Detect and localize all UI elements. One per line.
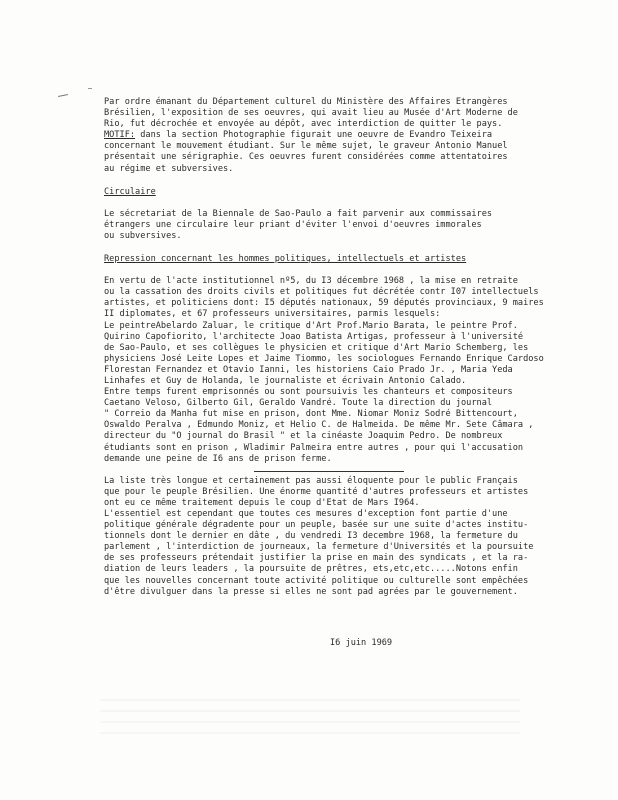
document-date: I6 juin 1969 bbox=[330, 637, 393, 648]
motif-text: dans la section Photographie figurait une oeuvre de Evandro Teixeira bbox=[135, 130, 493, 141]
repression-paragraph bbox=[104, 276, 564, 465]
motif-line bbox=[104, 130, 564, 141]
bleed-through-area bbox=[100, 690, 520, 740]
circulaire-paragraph bbox=[104, 209, 564, 242]
conclusion-paragraph bbox=[104, 476, 564, 598]
document-body bbox=[104, 97, 564, 649]
text-line: Linhafes et Guy de Holanda, le journaliste et écrivain Antonio Calado. bbox=[104, 375, 467, 386]
text-line: En vertu de l'acte institutionnel nº5, du I3 décembre 1968 , la mise en retraite bbox=[104, 276, 518, 287]
text-line: ou subversives. bbox=[104, 230, 182, 241]
text-line: Caetano Veloso, Gilberto Gil, Geraldo Vandré. Toute la direction du journal bbox=[104, 398, 493, 409]
margin-dot bbox=[88, 88, 92, 89]
text-line: d'être divulguer dans la presse si elles ne sont pad agrées par le gouvernement. bbox=[104, 586, 518, 597]
text-line: physiciens José Leite Lopes et Jaime Tiommo, les sociologues Fernando Enrique Cardoso bbox=[104, 353, 544, 364]
text-line: artistes, et politiciens dont: I5 députés nationaux, 59 députés provinciaux, 9 maires bbox=[104, 298, 544, 309]
text-line: au régime et subversives. bbox=[104, 163, 234, 174]
text-line: directeur du "O journal do Brasil " et la cinéaste Joaquim Pedro. De nombreux bbox=[104, 431, 503, 442]
text-line: tionnels dont le dernier en dâte , du vendredi I3 decembre 1968, la fermeture du bbox=[104, 531, 518, 542]
text-line: Le peintreAbelardo Zaluar, le critique d'Art Prof.Mario Barata, le peintre Prof. bbox=[104, 320, 518, 331]
text-line: ont eu ce même traitement depuis le coup d'Etat de Mars I964. bbox=[104, 497, 420, 508]
motif-label: MOTIF: bbox=[104, 130, 136, 141]
text-line: Rio, fut décrochée et envoyée au dépôt, avec interdiction de quitter le pays. bbox=[104, 119, 503, 130]
text-line: étudiants sont en prison , Wladimir Palmeira entre autres , pour qui l'accusation bbox=[104, 442, 524, 453]
text-line: présentait une sérigraphie. Ces oeuvres furent considérées comme attentatoires bbox=[104, 152, 508, 163]
text-line: que pour le peuple Brésilien. Une énorme quantité d'autres professeurs et artistes bbox=[104, 486, 529, 497]
text-line: Florestan Fernandez et Otavio Ianni, les historiens Caio Prado Jr. , Maria Yeda bbox=[104, 364, 513, 375]
text-line: Quirino Capofiorito, l'architecte Joao Batista Artigas, professeur à l'université bbox=[104, 331, 524, 342]
text-line: Le sécretariat de la Biennale de Sao-Paulo a fait parvenir aux commissaires bbox=[104, 208, 493, 219]
text-line: La liste très longue et certainement pas aussi éloquente pour le public Français bbox=[104, 475, 518, 486]
section-divider bbox=[254, 471, 404, 472]
intro-paragraph bbox=[104, 97, 564, 175]
text-line: demande une peine de I6 ans de prison ferme. bbox=[104, 453, 332, 464]
text-line: Oswaldo Peralva , Edmundo Moniz, et Helio C. de Halmeida. De même Mr. Sete Câmara , bbox=[104, 420, 534, 431]
circulaire-heading: Circulaire bbox=[104, 186, 156, 197]
text-line: politique générale dégradente pour un peuple, basée sur une suite d'actes institu- bbox=[104, 520, 529, 531]
margin-mark bbox=[58, 94, 68, 97]
text-line: étrangers une circulaire leur priant d'éviter l'envoi d'oeuvres immorales bbox=[104, 219, 482, 230]
text-line: II diplomates, et 67 professeurs universitaires, parmis lesquels: bbox=[104, 309, 441, 320]
text-line: ou la cassation des droits civils et politiques fut décrétée contr I07 intellectuels bbox=[104, 287, 539, 298]
text-line: Entre temps furent emprisonnés ou sont poursuivis les chanteurs et compositeurs bbox=[104, 387, 513, 398]
text-line: de Sao-Paulo, et ses collègues le physicien et critique d'Art Mario Schemberg, les bbox=[104, 342, 529, 353]
text-line: que les nouvelles concernant toute activité politique ou culturelle sont empêchées bbox=[104, 575, 529, 586]
text-line: concernant le mouvement étudiant. Sur le même sujet, le graveur Antonio Manuel bbox=[104, 141, 508, 152]
text-line: de ses professeurs prétendait justifier la prise en main des syndicats , et la ra- bbox=[104, 553, 529, 564]
text-line: L'essentiel est cependant que toutes ces mesures d'exception font partie d'une bbox=[104, 509, 508, 519]
repression-heading: Repression concernant les hommes politiques, intellectuels et artistes bbox=[104, 254, 467, 265]
text-line: Brésilien, l'exposition de ses oeuvres, qui avait lieu au Musée d'Art Moderne de bbox=[104, 108, 518, 119]
text-line: Par ordre émanant du Département culturel du Ministère des Affaires Etrangères bbox=[104, 97, 508, 107]
text-line: parlement , l'interdiction de journeaux, la fermeture d'Universités et la poursuite bbox=[104, 542, 534, 553]
text-line: diation de leurs leaders , la poursuite de prêtres, ets,etc,etc.....Notons enfin bbox=[104, 564, 518, 575]
text-line: " Correio da Manha fut mise en prison, dont Mme. Niomar Moniz Sodré Bittencourt, bbox=[104, 409, 518, 420]
